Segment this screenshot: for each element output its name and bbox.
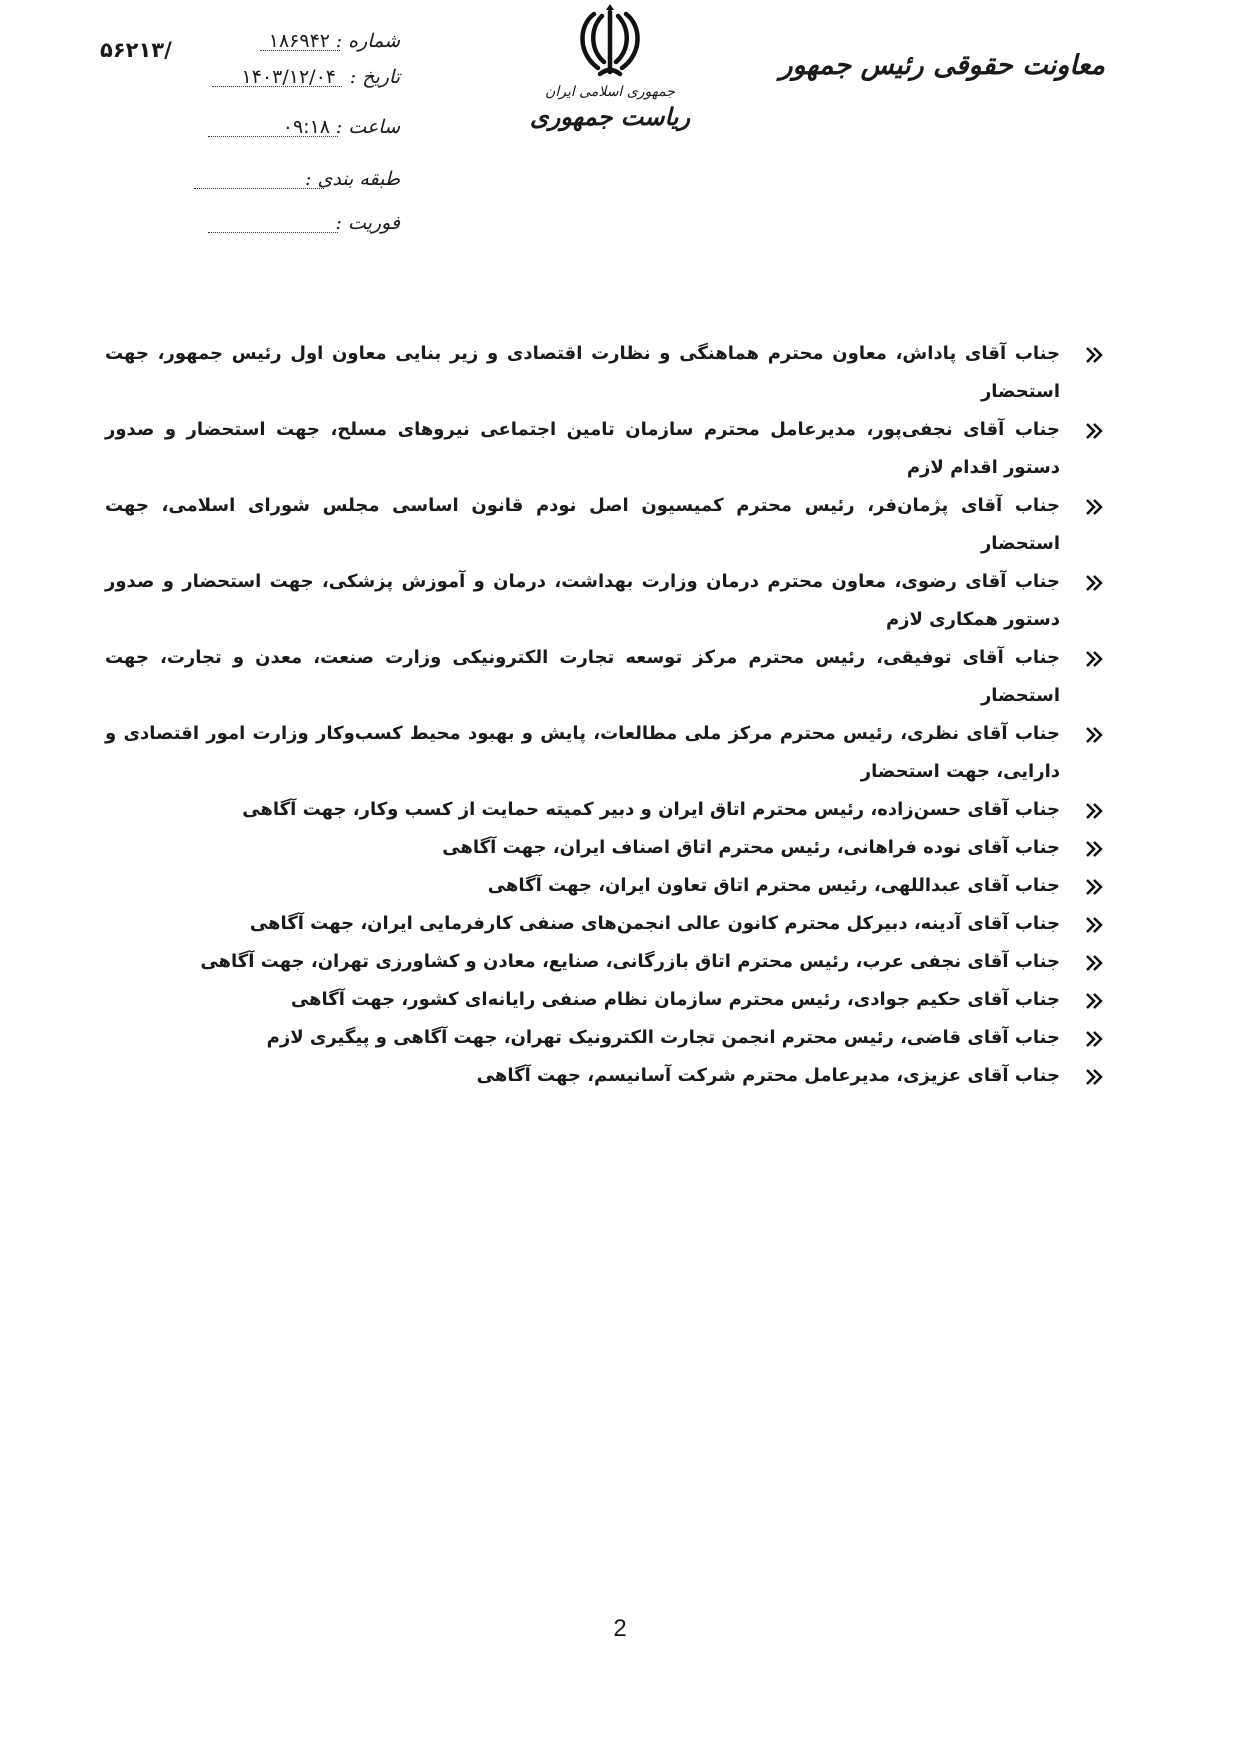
urgency-row [100, 212, 400, 246]
recipient-item [105, 1019, 1105, 1057]
recipient-item [105, 943, 1105, 981]
recipient-text: جناب آقای عبداللهی، رئیس محترم اتاق تعاون ایران، جهت آگاهی [487, 875, 1060, 896]
recipient-text: جناب آقای قاضی، رئیس محترم انجمن تجارت الکترونیک تهران، جهت آگاهی و پیگیری لازم [266, 1027, 1060, 1048]
arrow-bullet-icon [1083, 800, 1105, 822]
emblem-caption: جمهوری اسلامی ایران [545, 84, 675, 100]
recipient-text: جناب آقای حکیم جوادی، رئیس محترم سازمان نظام صنفی رایانه‌ای کشور، جهت آگاهی [290, 989, 1060, 1010]
recipient-text: جناب آقای پژمان‌فر، رئیس محترم کمیسیون اصل نودم قانون اساسی مجلس شورای اسلامی، جهت استحضار [105, 495, 1060, 554]
recipient-item [105, 487, 1105, 563]
arrow-bullet-icon [1083, 648, 1105, 670]
time-value: ۰۹:۱۸ [282, 116, 330, 138]
number-value: ۱۸۶۹۴۲ [268, 30, 330, 52]
arrow-bullet-icon [1083, 914, 1105, 936]
urgency-line [208, 232, 338, 233]
recipient-item [105, 981, 1105, 1019]
recipient-text: جناب آقای پاداش، معاون محترم هماهنگی و نظارت اقتصادی و زیر بنایی معاون اول رئیس جمهور، جهت استحضار [105, 343, 1060, 402]
number-label: شماره : [335, 30, 400, 52]
letter-meta [100, 30, 400, 250]
number-extra: ۵۶۲۱۳/ [100, 38, 172, 62]
arrow-bullet-icon [1083, 952, 1105, 974]
arrow-bullet-icon [1083, 990, 1105, 1012]
arrow-bullet-icon [1083, 420, 1105, 442]
classification-label: طبقه بندی : [305, 168, 400, 190]
recipient-item [105, 715, 1105, 791]
recipient-item [105, 1057, 1105, 1095]
recipient-text: جناب آقای نجفی‌پور، مدیرعامل محترم سازمان تامین اجتماعی نیروهای مسلح، جهت استحضار و صدور دستور اقدام لازم [105, 419, 1060, 478]
recipient-text: جناب آقای نوده فراهانی، رئیس محترم اتاق اصناف ایران، جهت آگاهی [442, 837, 1060, 858]
page-number: 2 [613, 1615, 627, 1642]
recipient-text: جناب آقای آدینه، دبیرکل محترم کانون عالی انجمن‌های صنفی کارفرمایی ایران، جهت آگاهی [249, 913, 1060, 934]
recipient-list [105, 335, 1105, 1095]
iran-emblem-icon [570, 2, 650, 82]
recipient-text: جناب آقای توفیقی، رئیس محترم مرکز توسعه تجارت الکترونیکی وزارت صنعت، معدن و تجارت، جهت استحضار [105, 647, 1060, 706]
classification-row [100, 168, 400, 202]
urgency-label: فوریت : [335, 212, 400, 234]
office-name: ریاست جمهوری [529, 102, 691, 131]
arrow-bullet-icon [1083, 1066, 1105, 1088]
time-label: ساعت : [335, 116, 400, 138]
emblem-block [525, 2, 695, 131]
recipient-item [105, 563, 1105, 639]
arrow-bullet-icon [1083, 572, 1105, 594]
recipient-item [105, 639, 1105, 715]
arrow-bullet-icon [1083, 724, 1105, 746]
recipient-item [105, 411, 1105, 487]
recipient-item [105, 335, 1105, 411]
arrow-bullet-icon [1083, 876, 1105, 898]
date-value: ۱۴۰۳/۱۲/۰۴ [241, 66, 336, 88]
recipient-text: جناب آقای رضوی، معاون محترم درمان وزارت بهداشت، درمان و آموزش پزشکی، جهت استحضار و صدور دستور همکاری لازم [105, 571, 1060, 630]
arrow-bullet-icon [1083, 1028, 1105, 1050]
recipient-item [105, 905, 1105, 943]
recipient-item [105, 829, 1105, 867]
recipient-text: جناب آقای عزیزی، مدیرعامل محترم شرکت آسانیسم، جهت آگاهی [476, 1065, 1060, 1086]
number-row [100, 30, 400, 64]
arrow-bullet-icon [1083, 496, 1105, 518]
recipient-text: جناب آقای حسن‌زاده، رئیس محترم اتاق ایران و دبیر کمیته حمایت از کسب وکار، جهت آگاهی [242, 799, 1060, 820]
organization-title: معاونت حقوقی رئیس جمهور [779, 50, 1105, 81]
recipient-item [105, 791, 1105, 829]
classification-line [194, 188, 324, 189]
arrow-bullet-icon [1083, 838, 1105, 860]
recipient-item [105, 867, 1105, 905]
time-row [100, 116, 400, 150]
date-label: تاریخ : [349, 66, 400, 88]
recipient-text: جناب آقای نظری، رئیس محترم مرکز ملی مطالعات، پایش و بهبود محیط کسب‌وکار وزارت امور اقتصادی و دارایی، جهت استحضار [105, 723, 1060, 782]
date-row [100, 66, 400, 100]
recipient-text: جناب آقای نجفی عرب، رئیس محترم اتاق بازرگانی، صنایع، معادن و کشاورزی تهران، جهت آگاهی [200, 951, 1060, 972]
arrow-bullet-icon [1083, 344, 1105, 366]
